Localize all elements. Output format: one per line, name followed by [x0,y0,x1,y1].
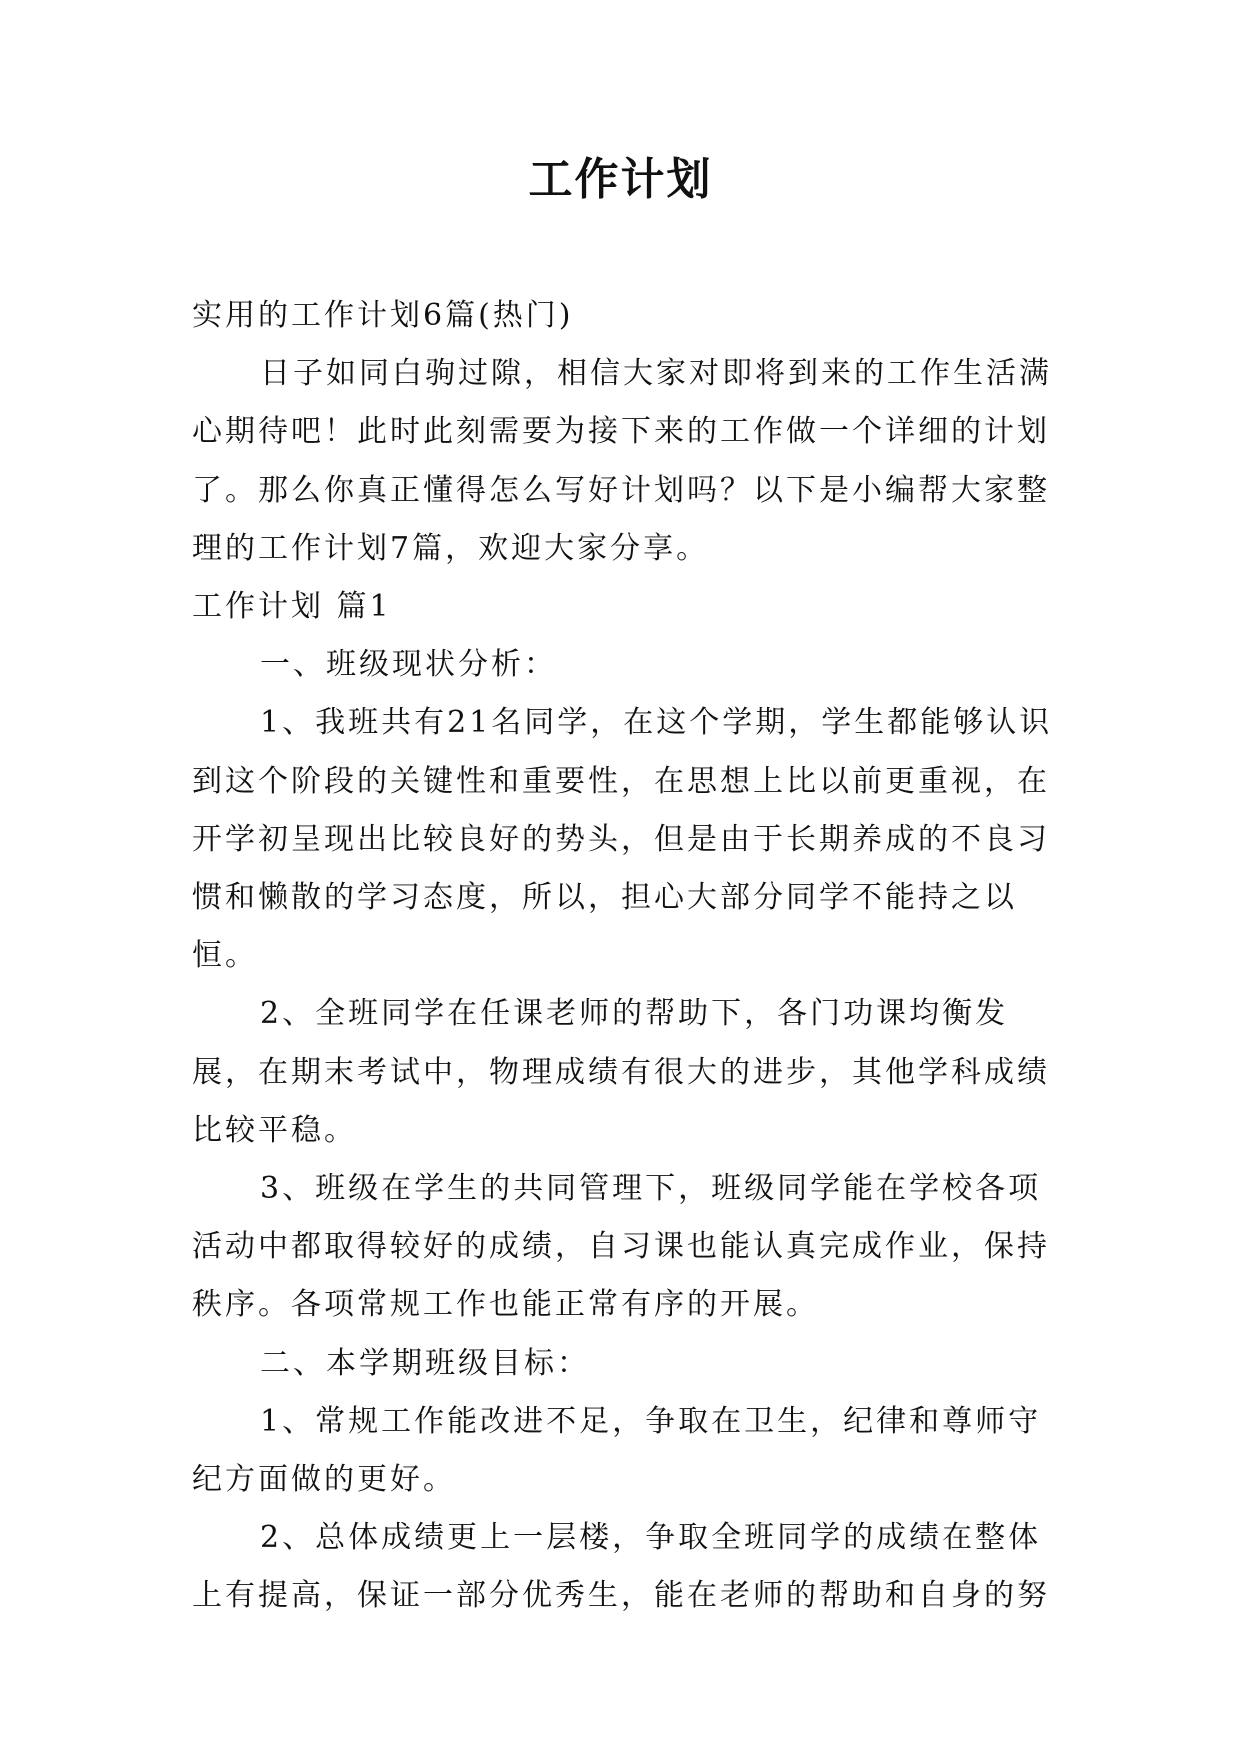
document-title: 工作计划 [528,154,713,205]
body-paragraph: 3、班级在学生的共同管理下，班级同学能在学校各项活动中都取得较好的成绩，自习课也能认真完成作业，保持秩序。各项常规工作也能正常有序的开展。 [192,1171,1050,1323]
subsection-heading: 二、本学期班级目标： [260,1345,590,1381]
body-paragraph: 2、总体成绩更上一层楼，争取全班同学的成绩在整体上有提高，保证一部分优秀生，能在老师的帮助和自身的努 [192,1520,1050,1614]
intro-paragraph: 日子如同白驹过隙，相信大家对即将到来的工作生活满心期待吧！此时此刻需要为接下来的工作做一个详细的计划了。那么你真正懂得怎么写好计划吗？以下是小编帮大家整理的工作计划7篇，欢迎大家分享。 [192,356,1052,566]
body-paragraph: 1、我班共有21名同学，在这个学期，学生都能够认识到这个阶段的关键性和重要性，在思想上比以前更重视，在开学初呈现出比较良好的势头，但是由于长期养成的不良习惯和懒散的学习态度，所以，担心大部分同学不能持之以恒。 [192,705,1053,974]
body-paragraph: 1、常规工作能改进不足，争取在卫生，纪律和尊师守纪方面做的更好。 [192,1403,1042,1498]
subtitle-line: 实用的工作计划6篇(热门) [192,298,574,333]
document-body [192,287,1072,1626]
subsection-heading: 一、班级现状分析： [260,647,557,683]
body-paragraph: 2、全班同学在任课老师的帮助下，各门功课均衡发展，在期末考试中，物理成绩有很大的进步，其他学科成绩比较平稳。 [192,996,1050,1148]
section-heading: 工作计划 篇1 [192,589,392,625]
